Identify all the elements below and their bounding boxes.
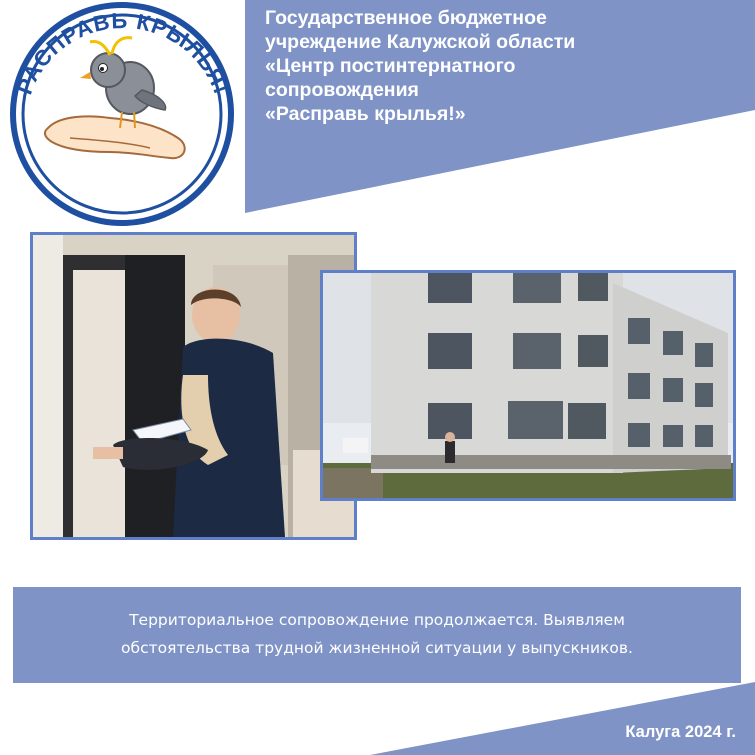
logo-text: РАСПРАВЬ КРЫЛЬЯ!	[11, 7, 235, 98]
organization-title	[265, 6, 745, 126]
title-line-5: «Расправь крылья!»	[265, 103, 466, 125]
footer-text: Калуга 2024 г.	[625, 723, 736, 741]
photo-apartment-building	[320, 270, 736, 501]
title-line-2: учреждение Калужской области	[265, 31, 576, 53]
logo	[0, 0, 245, 245]
photo-man-at-door	[30, 232, 357, 540]
caption-line-1: Территориальное сопровождение продолжается. Выявляем	[129, 611, 625, 629]
footer-banner	[0, 680, 755, 755]
caption-box	[13, 587, 741, 683]
caption-text	[13, 606, 741, 662]
title-line-4: сопровождения	[265, 79, 419, 101]
caption-line-2: обстоятельства трудной жизненной ситуации у выпускников.	[121, 639, 633, 657]
title-line-3: «Центр постинтернатного	[265, 55, 516, 77]
title-line-1: Государственное бюджетное	[265, 7, 547, 29]
